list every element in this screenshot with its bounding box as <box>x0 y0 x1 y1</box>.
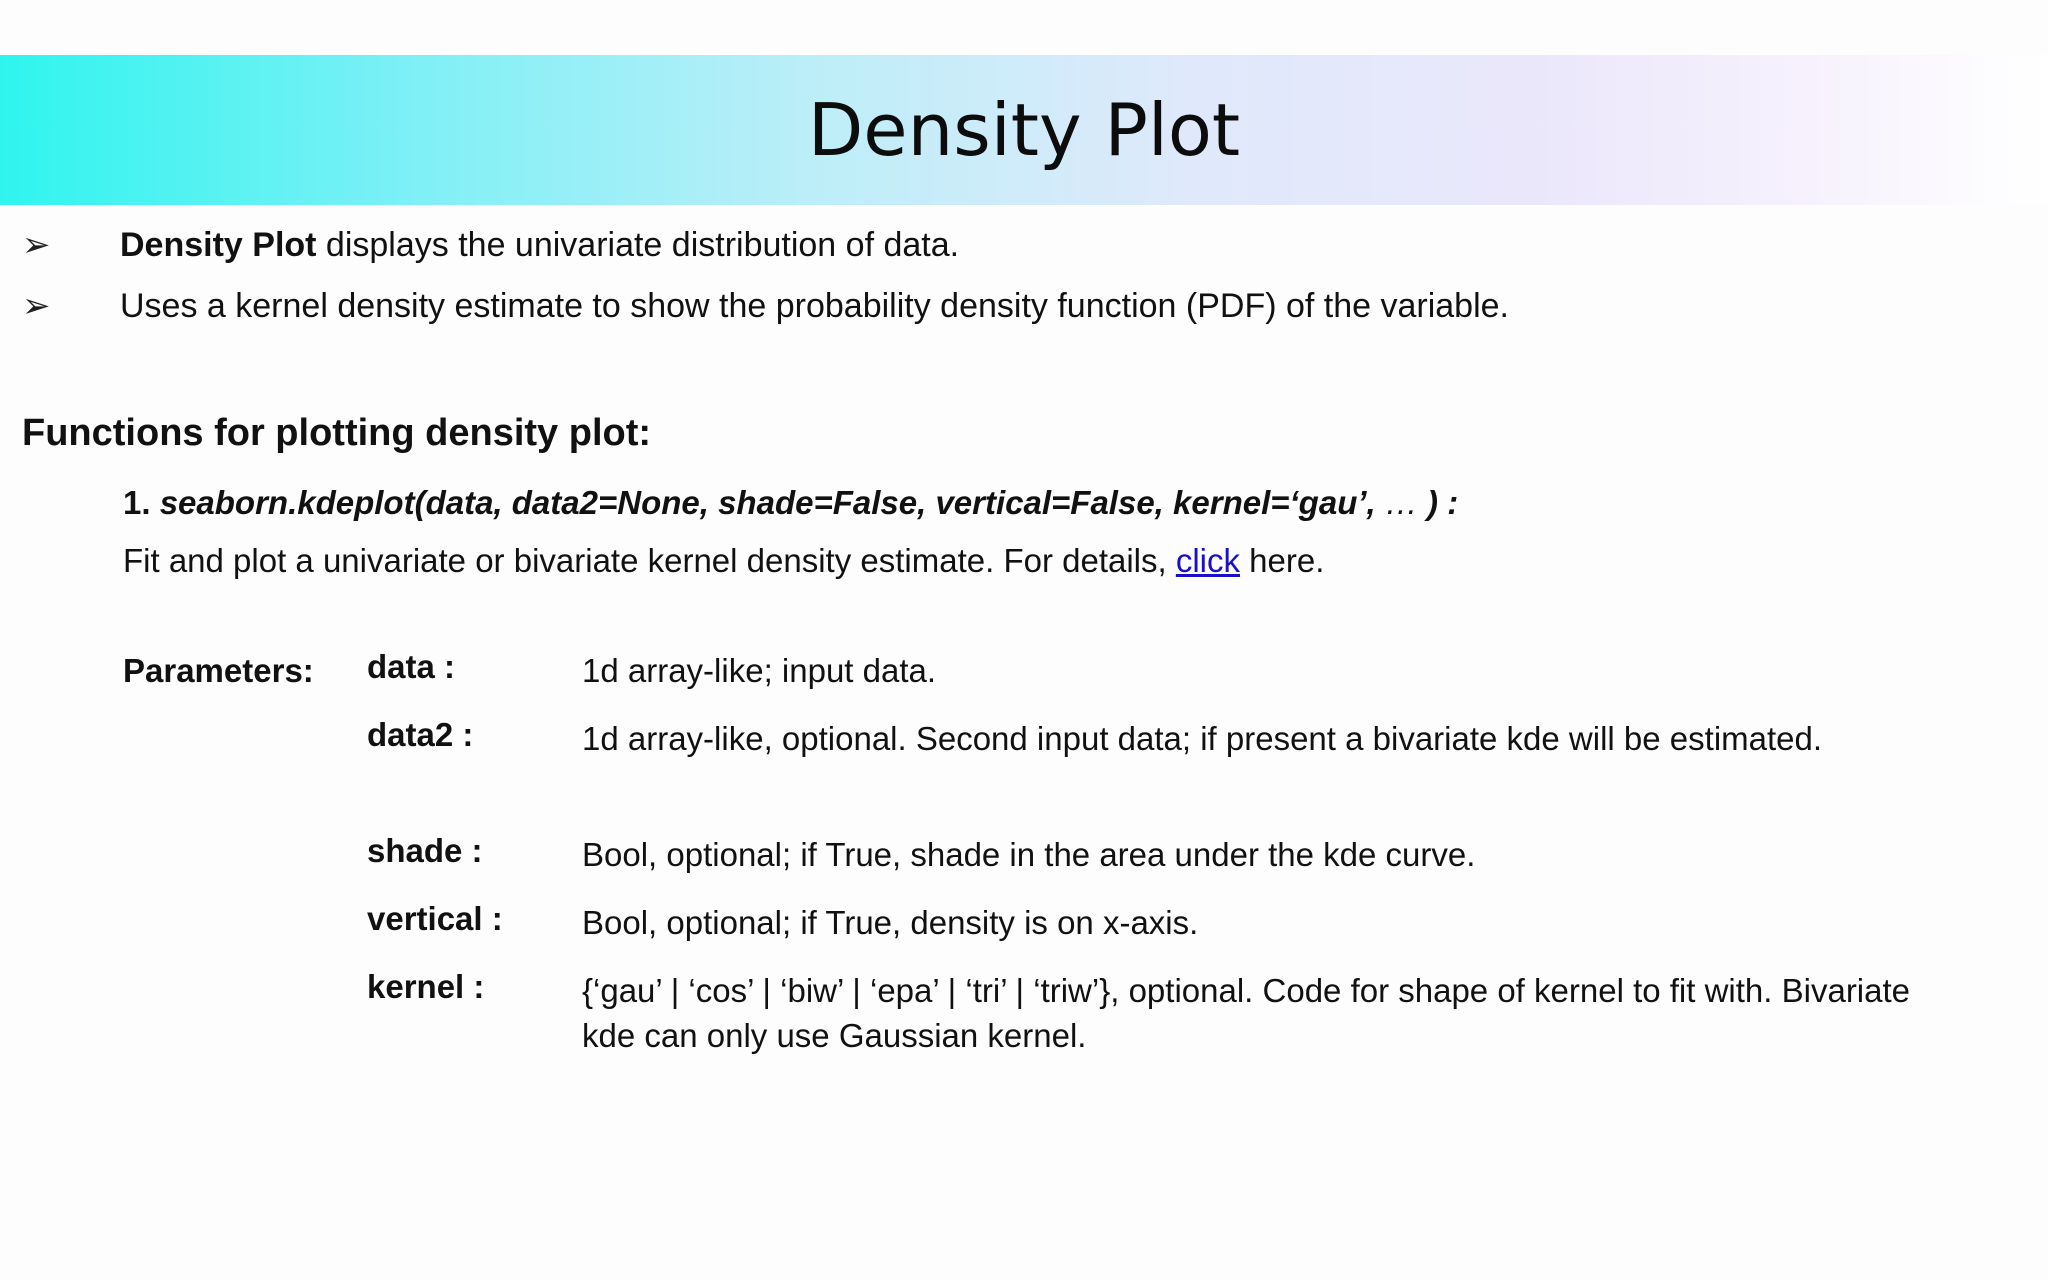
function-signature <box>123 484 1458 522</box>
bullet-body: Uses a kernel density estimate to show the probability density function (PDF) of the variable. <box>120 286 1510 325</box>
bullet-text <box>120 287 1509 326</box>
parameter-row <box>367 648 1927 693</box>
parameter-description: Bool, optional; if True, shade in the area under the kde curve. <box>582 836 1476 873</box>
parameter-name: shade : <box>367 832 483 869</box>
parameter-row <box>367 832 1927 877</box>
parameter-row <box>367 716 1927 761</box>
description-suffix: here. <box>1240 542 1325 579</box>
function-signature-text: seaborn.kdeplot(data, data2=None, shade=False, vertical=False, kernel=‘gau’, <box>159 484 1385 521</box>
slide-title: Density Plot <box>807 88 1241 172</box>
parameter-description: 1d array-like, optional. Second input data; if present a bivariate kde will be estimated. <box>582 720 1823 757</box>
parameter-name: data2 : <box>367 716 474 753</box>
parameter-row <box>367 900 1927 945</box>
parameters-label: Parameters: <box>123 652 314 689</box>
bullet-item <box>22 225 959 265</box>
function-number: 1. <box>123 484 160 521</box>
details-link[interactable]: click <box>1175 542 1241 579</box>
description-text: Fit and plot a univariate or bivariate kernel density estimate. For details, <box>123 542 1176 579</box>
arrowhead-bullet-icon: ➢ <box>22 287 51 325</box>
function-ellipsis: … <box>1384 484 1418 521</box>
bullet-text <box>120 226 959 265</box>
parameter-description: {‘gau’ | ‘cos’ | ‘biw’ | ‘epa’ | ‘tri’ | ‘triw’}, optional. Code for shape of kernel to fit with. Bivariate kde can only use Gaussian kernel. <box>582 972 1911 1054</box>
parameter-name: vertical : <box>367 900 503 937</box>
arrowhead-bullet-icon: ➢ <box>22 226 51 264</box>
parameter-description: 1d array-like; input data. <box>582 652 937 689</box>
function-signature-end: ) : <box>1417 484 1459 521</box>
parameter-description: Bool, optional; if True, density is on x-axis. <box>582 904 1199 941</box>
parameter-row <box>367 968 1927 1058</box>
bullet-body: displays the univariate distribution of data. <box>316 225 960 264</box>
bullet-item <box>22 286 1509 326</box>
parameter-name: data : <box>367 648 456 685</box>
parameter-name: kernel : <box>367 968 485 1005</box>
function-description <box>123 542 1324 580</box>
section-heading: Functions for plotting density plot: <box>22 412 652 454</box>
bullet-bold: Density Plot <box>120 225 317 264</box>
